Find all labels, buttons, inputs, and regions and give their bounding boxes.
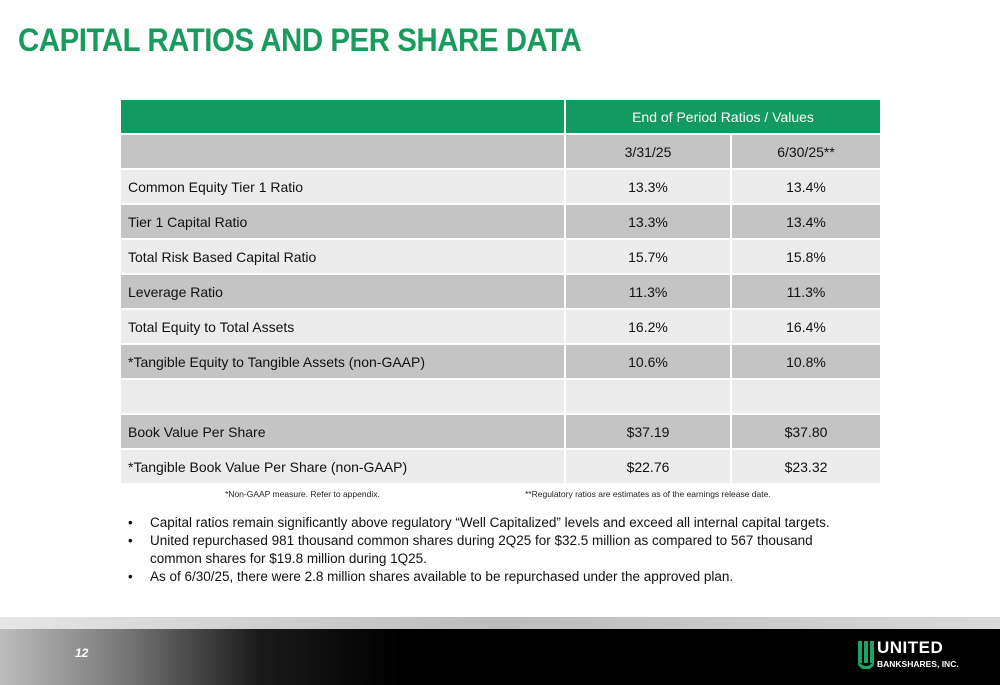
row-value-q1: $22.76 xyxy=(565,449,731,484)
page-title: CAPITAL RATIOS AND PER SHARE DATA xyxy=(18,22,582,58)
column-header-6-30-25: 6/30/25** xyxy=(731,134,880,169)
row-value-q1: 13.3% xyxy=(565,204,731,239)
row-label xyxy=(121,379,565,414)
table-row xyxy=(121,414,880,449)
page-number: 12 xyxy=(75,646,89,660)
row-value-q1: 13.3% xyxy=(565,169,731,204)
row-value-q1: 16.2% xyxy=(565,309,731,344)
header-blank-cell xyxy=(121,100,565,134)
row-value-q2: 10.8% xyxy=(731,344,880,379)
row-label: Tier 1 Capital Ratio xyxy=(121,204,565,239)
row-label: *Tangible Equity to Tangible Assets (non-GAAP) xyxy=(121,344,565,379)
table-group-header-row xyxy=(121,100,880,134)
non-gaap-footnote: *Non-GAAP measure. Refer to appendix. xyxy=(225,489,380,499)
table-column-header-row xyxy=(121,134,880,169)
row-value-q2: 13.4% xyxy=(731,169,880,204)
bullet-text: United repurchased 981 thousand common shares during 2Q25 for $32.5 million as compared to 567 thousand common shares for $19.8 million during 1Q25. xyxy=(150,533,813,566)
row-value-q2: 13.4% xyxy=(731,204,880,239)
list-item xyxy=(128,532,868,568)
row-value-q2: 15.8% xyxy=(731,239,880,274)
logo-line-1: UNITED xyxy=(877,638,944,657)
table-row xyxy=(121,169,880,204)
bullet-icon: • xyxy=(128,533,133,548)
table-row xyxy=(121,344,880,379)
row-label: Common Equity Tier 1 Ratio xyxy=(121,169,565,204)
group-header: End of Period Ratios / Values xyxy=(565,100,880,134)
row-value-q1: 10.6% xyxy=(565,344,731,379)
row-value-q2 xyxy=(731,379,880,414)
bullet-text: Capital ratios remain significantly above regulatory “Well Capitalized” levels and exceed all internal capital targets. xyxy=(150,515,830,530)
row-value-q2: 11.3% xyxy=(731,274,880,309)
row-value-q1: 11.3% xyxy=(565,274,731,309)
column-header-blank xyxy=(121,134,565,169)
bullet-icon: • xyxy=(128,515,133,530)
table-row xyxy=(121,239,880,274)
row-label: Total Equity to Total Assets xyxy=(121,309,565,344)
regulatory-footnote: **Regulatory ratios are estimates as of the earnings release date. xyxy=(525,489,771,499)
capital-ratios-table xyxy=(121,100,880,485)
row-value-q2: 16.4% xyxy=(731,309,880,344)
column-header-3-31-25: 3/31/25 xyxy=(565,134,731,169)
row-value-q2: $23.32 xyxy=(731,449,880,484)
table-spacer-row xyxy=(121,379,880,414)
row-label: Book Value Per Share xyxy=(121,414,565,449)
list-item xyxy=(128,514,868,532)
row-label: *Tangible Book Value Per Share (non-GAAP) xyxy=(121,449,565,484)
row-value-q1 xyxy=(565,379,731,414)
footer-divider xyxy=(0,617,1000,629)
table-row xyxy=(121,309,880,344)
row-label: Leverage Ratio xyxy=(121,274,565,309)
row-value-q2: $37.80 xyxy=(731,414,880,449)
table-row xyxy=(121,274,880,309)
row-label: Total Risk Based Capital Ratio xyxy=(121,239,565,274)
table-row xyxy=(121,204,880,239)
bank-logo-icon xyxy=(858,641,874,669)
bullet-icon: • xyxy=(128,569,133,584)
bullet-text: As of 6/30/25, there were 2.8 million shares available to be repurchased under the approved plan. xyxy=(150,569,734,584)
table-row xyxy=(121,449,880,484)
row-value-q1: 15.7% xyxy=(565,239,731,274)
logo-line-2: BANKSHARES, INC. xyxy=(877,659,959,669)
bullet-list xyxy=(128,514,868,586)
row-value-q1: $37.19 xyxy=(565,414,731,449)
list-item xyxy=(128,568,868,586)
